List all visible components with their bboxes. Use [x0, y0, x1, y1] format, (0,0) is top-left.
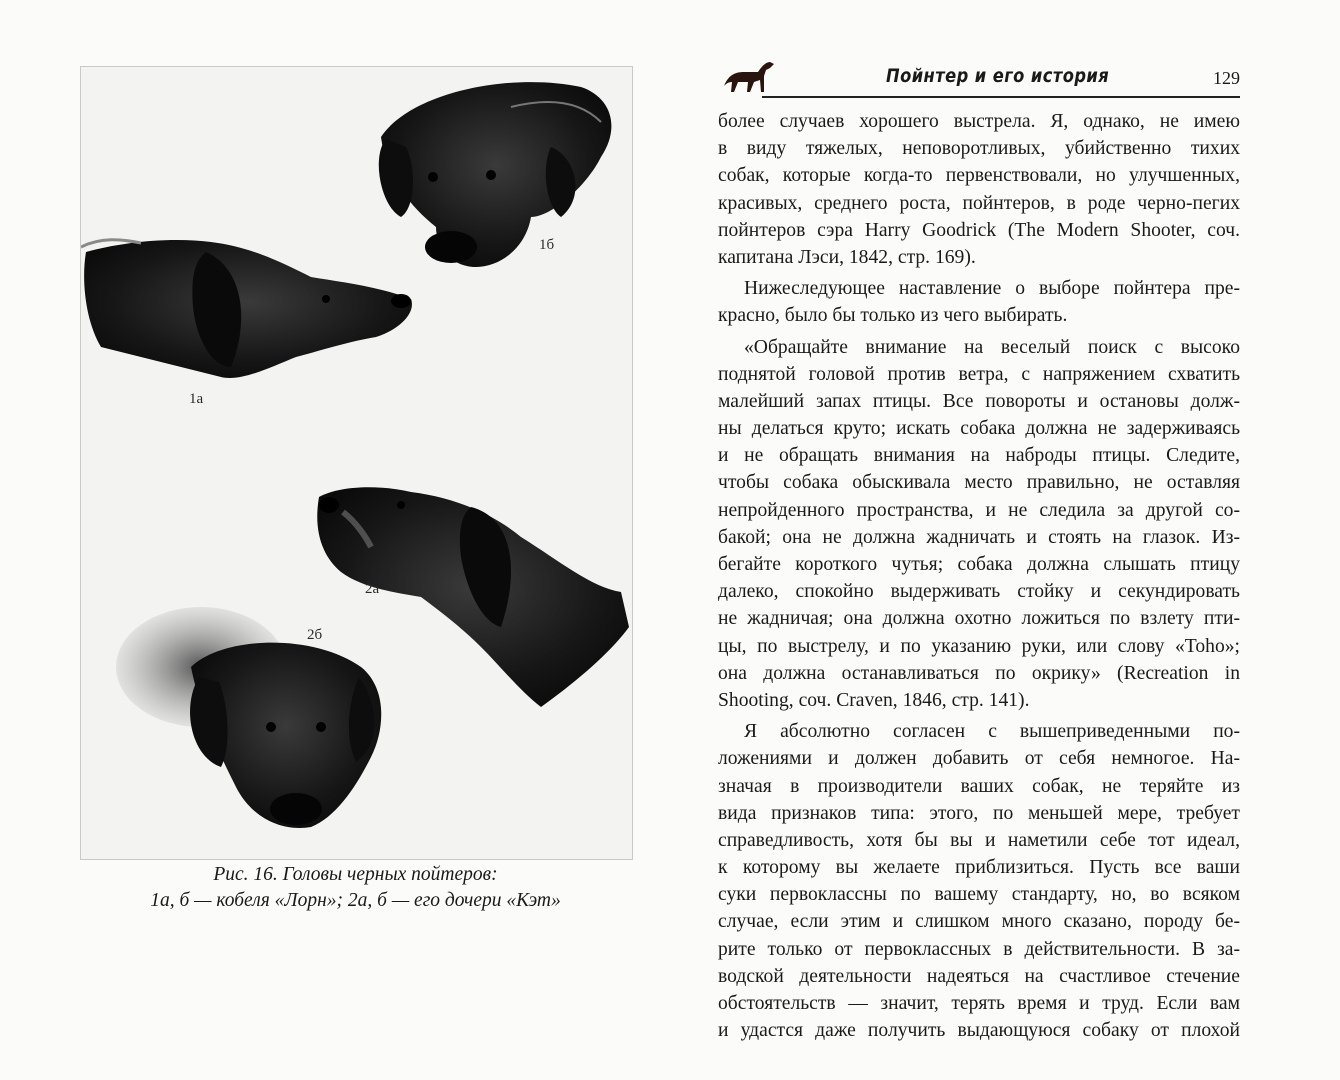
- text-line: пойнтеров сэра Harry Goodrick (The Modern Shooter, соч.: [718, 219, 1240, 241]
- plate-label-2a: 2а: [365, 581, 380, 597]
- text-line: далеко, спокойно выдерживать стойку и секундировать: [718, 581, 1240, 603]
- text-line: Shooting, соч. Craven, 1846, стр. 141).: [718, 689, 1030, 711]
- page-number: 129: [1213, 68, 1240, 88]
- body-text: [718, 108, 1240, 1044]
- text-line: «Обращайте внимание на веселый поиск с высоко: [744, 336, 1240, 358]
- text-line: рите только от первоклассных в действительности. В за-: [718, 938, 1240, 960]
- caption-line-2: 1а, б — кобеля «Лорн»; 2а, б — его дочери «Кэт»: [150, 890, 561, 911]
- text-line: обстоятельств — значит, терять время и труд. Если вам: [718, 993, 1240, 1014]
- plate-label-2b: 2б: [307, 627, 323, 643]
- text-line: более случаев хорошего выстрела. Я, однако, не имею: [718, 111, 1240, 132]
- text-line: к которому вы желаете приблизиться. Пусть все ваши: [718, 857, 1240, 879]
- text-line: красно, было бы только из чего выбирать.: [718, 305, 1068, 327]
- text-line: она должна останавливаться по окрику» (Recreation in: [718, 662, 1240, 684]
- text-line: непройденного пространства, и не следила за другой со-: [718, 499, 1240, 521]
- text-line: капитана Лэси, 1842, стр. 169).: [718, 246, 976, 268]
- text-line: чтобы собака обыскивала место правильно, не оставляя: [718, 472, 1240, 494]
- text-line: бакой; она не должна жадничать и стоять на глазок. Из-: [718, 526, 1240, 548]
- dog-head-1a: [81, 240, 412, 378]
- dog-head-1b: [379, 82, 612, 267]
- dog-heads-illustration: [81, 67, 632, 859]
- text-line: собак, которые когда-то первенствовали, но улучшенных,: [718, 165, 1240, 187]
- dog-head-2b: [116, 607, 381, 828]
- text-line: Нижеследующее наставление о выборе пойнтера пре-: [744, 278, 1240, 300]
- pointer-dog-icon: [718, 52, 778, 100]
- text-line: и удастся даже получить выдающуюся собаку от плохой: [718, 1020, 1240, 1042]
- text-line: справедливость, хотя бы вы и наметили себе тот идеал,: [718, 829, 1240, 851]
- plate-label-1a: 1а: [189, 391, 204, 407]
- text-line: бегайте короткого чутья; собака должна слышать птицу: [718, 554, 1240, 575]
- text-line: в виду тяжелых, неповоротливых, убийственно тихих: [718, 138, 1240, 160]
- text-line: цы, по выстрелу, и по указанию руки, или слову «Toho»;: [718, 635, 1240, 657]
- running-head-rule: [762, 96, 1240, 98]
- plate-label-1b: 1б: [539, 237, 555, 253]
- text-line: красивых, среднего роста, пойнтеров, в роде черно-пегих: [718, 192, 1240, 214]
- text-line: и не обращать внимания на наброды птицы. Следите,: [718, 445, 1240, 467]
- text-line: ны делаться круто; искать собака должна не задерживаясь: [718, 418, 1240, 440]
- text-line: вида признаков типа: этого, по меньшей мере, требует: [718, 802, 1240, 824]
- text-line: Я абсолютно согласен с вышеприведенными по-: [744, 721, 1240, 743]
- text-line: значая в производители ваших собак, не теряйте из: [718, 775, 1240, 797]
- illustration-plate: [80, 66, 633, 860]
- figure-caption: [80, 862, 631, 914]
- text-line: поднятой головой против ветра, с напряжением схватить: [718, 363, 1240, 385]
- text-line: суки первоклассны по вашему стандарту, но, во всяком: [718, 884, 1240, 906]
- text-line: малейший запах птицы. Все повороты и остановы долж-: [718, 390, 1240, 412]
- text-line: не жадничая; она должна охотно ложиться по взлету пти-: [718, 608, 1240, 630]
- text-line: водской деятельности надеяться на счастливое стечение: [718, 965, 1240, 987]
- text-line: ложениями и должен добавить от себя немногое. На-: [718, 748, 1240, 770]
- running-title: Пойнтер и его история: [886, 66, 1110, 87]
- text-line: случае, если этим и слишком много сказано, породу бе-: [718, 911, 1240, 933]
- caption-line-1: Рис. 16. Головы черных пойтеров:: [213, 864, 498, 885]
- running-head: [718, 52, 1240, 100]
